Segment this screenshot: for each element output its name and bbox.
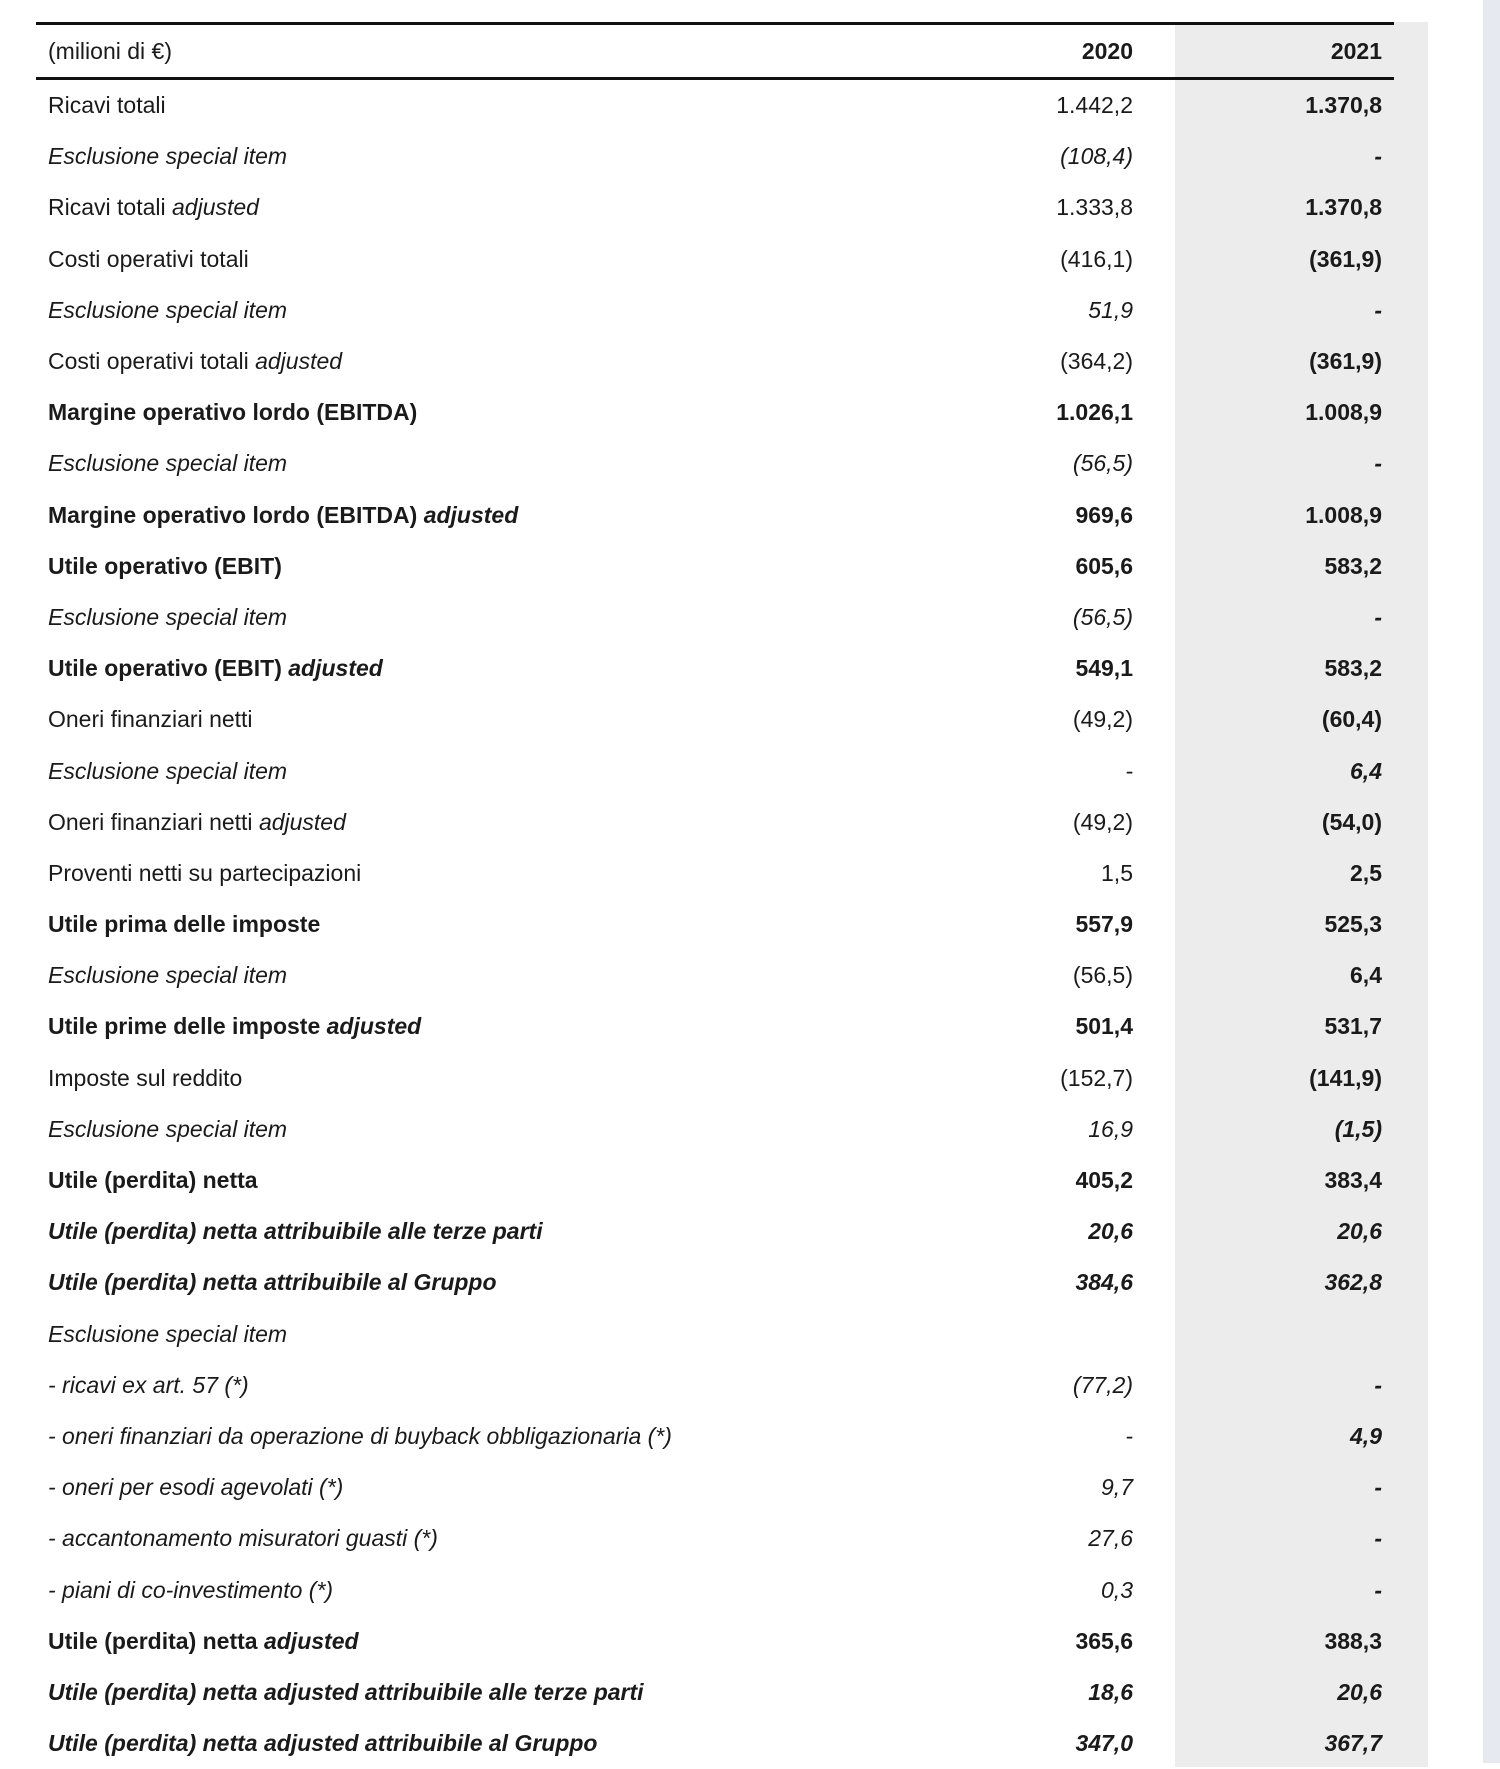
value-2020: (56,5) xyxy=(946,950,1139,1001)
value-2021: 20,6 xyxy=(1144,1206,1394,1257)
row-label xyxy=(36,1718,946,1769)
value-2021: 525,3 xyxy=(1144,899,1394,950)
row-label-text: Esclusione special item xyxy=(48,604,287,630)
row-label-text: Esclusione special item xyxy=(48,1116,287,1142)
value-2020: 51,9 xyxy=(946,285,1139,336)
row-label xyxy=(36,336,946,387)
table-row xyxy=(36,1462,1394,1513)
row-label xyxy=(36,490,946,541)
value-2021: 388,3 xyxy=(1144,1616,1394,1667)
value-2020: 405,2 xyxy=(946,1155,1139,1206)
value-2020: 605,6 xyxy=(946,541,1139,592)
row-label-text: Ricavi totali xyxy=(48,92,166,118)
table-row xyxy=(36,1718,1394,1769)
value-2021: (54,0) xyxy=(1144,797,1394,848)
row-label-text: Proventi netti su partecipazioni xyxy=(48,860,361,886)
row-label-text: Utile prime delle imposte xyxy=(48,1013,320,1039)
row-label xyxy=(36,1667,946,1718)
value-2020: 549,1 xyxy=(946,643,1139,694)
adjusted-results-table xyxy=(36,22,1394,1769)
table-row xyxy=(36,694,1394,745)
table-row xyxy=(36,336,1394,387)
row-label-text: Esclusione special item xyxy=(48,297,287,323)
row-label xyxy=(36,899,946,950)
row-label-text: Utile (perdita) netta adjusted attribuibile alle terze parti xyxy=(48,1679,644,1705)
row-label-suffix: adjusted xyxy=(172,194,259,220)
value-2021: - xyxy=(1144,1360,1394,1411)
row-label xyxy=(36,79,946,132)
value-2021: - xyxy=(1144,285,1394,336)
row-label xyxy=(36,1411,946,1462)
row-label-text: Esclusione special item xyxy=(48,450,287,476)
row-label-text: - accantonamento misuratori guasti (*) xyxy=(48,1525,438,1551)
value-2021: (1,5) xyxy=(1144,1104,1394,1155)
table-body xyxy=(36,79,1394,1769)
row-label xyxy=(36,1360,946,1411)
value-2021: 367,7 xyxy=(1144,1718,1394,1769)
row-label xyxy=(36,387,946,438)
value-2020: (49,2) xyxy=(946,694,1139,745)
value-2021: 383,4 xyxy=(1144,1155,1394,1206)
value-2021: - xyxy=(1144,1513,1394,1564)
table-row xyxy=(36,1513,1394,1564)
table-row xyxy=(36,79,1394,132)
row-label xyxy=(36,1053,946,1104)
table-row xyxy=(36,1155,1394,1206)
row-label-text: Utile (perdita) netta attribuibile alle terze parti xyxy=(48,1218,543,1244)
table-header-row xyxy=(36,24,1394,79)
row-label-text: Utile (perdita) netta attribuibile al Gruppo xyxy=(48,1269,497,1295)
row-label xyxy=(36,1616,946,1667)
value-2020: 27,6 xyxy=(946,1513,1139,1564)
row-label-suffix: adjusted xyxy=(288,655,383,681)
row-label xyxy=(36,182,946,233)
value-2020 xyxy=(946,1309,1139,1360)
value-2020: 1.442,2 xyxy=(946,79,1139,132)
row-label xyxy=(36,797,946,848)
row-label xyxy=(36,1001,946,1052)
row-label-text: Esclusione special item xyxy=(48,1321,287,1347)
row-label xyxy=(36,745,946,796)
value-2020: 20,6 xyxy=(946,1206,1139,1257)
row-label-text: Utile prima delle imposte xyxy=(48,911,320,937)
value-2021: 531,7 xyxy=(1144,1001,1394,1052)
row-label xyxy=(36,848,946,899)
value-2020: (108,4) xyxy=(946,131,1139,182)
value-2021: 20,6 xyxy=(1144,1667,1394,1718)
row-label xyxy=(36,1462,946,1513)
value-2021: - xyxy=(1144,131,1394,182)
value-2020: 365,6 xyxy=(946,1616,1139,1667)
row-label-text: Margine operativo lordo (EBITDA) xyxy=(48,399,417,425)
financial-table-container xyxy=(36,22,1394,1769)
row-label xyxy=(36,1309,946,1360)
value-2020: 969,6 xyxy=(946,490,1139,541)
row-label xyxy=(36,285,946,336)
row-label xyxy=(36,592,946,643)
table-row xyxy=(36,950,1394,1001)
row-label xyxy=(36,234,946,285)
row-label xyxy=(36,1257,946,1308)
row-label-text: Costi operativi totali xyxy=(48,246,249,272)
table-row xyxy=(36,797,1394,848)
table-row xyxy=(36,1411,1394,1462)
table-row xyxy=(36,1564,1394,1615)
value-2020: (49,2) xyxy=(946,797,1139,848)
value-2021: - xyxy=(1144,592,1394,643)
table-row xyxy=(36,182,1394,233)
row-label-text: - ricavi ex art. 57 (*) xyxy=(48,1372,249,1398)
row-label-suffix: adjusted xyxy=(424,502,519,528)
row-label xyxy=(36,1155,946,1206)
row-label-text: Utile (perdita) netta xyxy=(48,1628,258,1654)
value-2021: - xyxy=(1144,1462,1394,1513)
row-label-text: - oneri per esodi agevolati (*) xyxy=(48,1474,343,1500)
value-2021: 583,2 xyxy=(1144,643,1394,694)
table-row xyxy=(36,899,1394,950)
table-row xyxy=(36,643,1394,694)
value-2020: 557,9 xyxy=(946,899,1139,950)
row-label xyxy=(36,541,946,592)
table-row xyxy=(36,387,1394,438)
row-label-text: Utile operativo (EBIT) xyxy=(48,553,282,579)
table-row xyxy=(36,592,1394,643)
row-label-text: Utile (perdita) netta xyxy=(48,1167,258,1193)
value-2021: (141,9) xyxy=(1144,1053,1394,1104)
table-row xyxy=(36,1309,1394,1360)
table-row xyxy=(36,1053,1394,1104)
table-row xyxy=(36,745,1394,796)
table-row xyxy=(36,1360,1394,1411)
value-2021: 4,9 xyxy=(1144,1411,1394,1462)
table-row xyxy=(36,490,1394,541)
value-2020: (364,2) xyxy=(946,336,1139,387)
year-2020-header: 2020 xyxy=(946,24,1139,79)
row-label-suffix: adjusted xyxy=(327,1013,422,1039)
value-2021: - xyxy=(1144,1564,1394,1615)
row-label-text: Ricavi totali xyxy=(48,194,166,220)
row-label xyxy=(36,438,946,489)
row-label-text: Costi operativi totali xyxy=(48,348,249,374)
row-label xyxy=(36,643,946,694)
value-2021 xyxy=(1144,1309,1394,1360)
row-label xyxy=(36,1104,946,1155)
table-row xyxy=(36,438,1394,489)
value-2021: 362,8 xyxy=(1144,1257,1394,1308)
table-row xyxy=(36,1206,1394,1257)
row-label-text: Esclusione special item xyxy=(48,143,287,169)
value-2020: 16,9 xyxy=(946,1104,1139,1155)
row-label-text: Esclusione special item xyxy=(48,962,287,988)
row-label-text: Oneri finanziari netti xyxy=(48,706,253,732)
row-label-suffix: adjusted xyxy=(255,348,342,374)
row-label-suffix: adjusted xyxy=(264,1628,359,1654)
table-row xyxy=(36,541,1394,592)
value-2020: (56,5) xyxy=(946,592,1139,643)
row-label-text: Utile (perdita) netta adjusted attribuibile al Gruppo xyxy=(48,1730,597,1756)
value-2021: 6,4 xyxy=(1144,745,1394,796)
value-2020: 18,6 xyxy=(946,1667,1139,1718)
row-label xyxy=(36,950,946,1001)
table-row xyxy=(36,1667,1394,1718)
value-2020: - xyxy=(946,745,1139,796)
row-label-text: Margine operativo lordo (EBITDA) xyxy=(48,502,417,528)
value-2021: 2,5 xyxy=(1144,848,1394,899)
table-row xyxy=(36,1616,1394,1667)
row-label xyxy=(36,1564,946,1615)
value-2020: (56,5) xyxy=(946,438,1139,489)
right-scrollbar-area xyxy=(1483,0,1500,1763)
row-label xyxy=(36,694,946,745)
year-2021-header: 2021 xyxy=(1144,24,1394,79)
value-2021: 583,2 xyxy=(1144,541,1394,592)
value-2020: 9,7 xyxy=(946,1462,1139,1513)
row-label-text: - piani di co-investimento (*) xyxy=(48,1577,333,1603)
table-row xyxy=(36,848,1394,899)
value-2020: 501,4 xyxy=(946,1001,1139,1052)
row-label xyxy=(36,131,946,182)
value-2020: 384,6 xyxy=(946,1257,1139,1308)
value-2021: (361,9) xyxy=(1144,336,1394,387)
table-row xyxy=(36,131,1394,182)
row-label xyxy=(36,1206,946,1257)
row-label xyxy=(36,1513,946,1564)
table-row xyxy=(36,1257,1394,1308)
value-2020: (77,2) xyxy=(946,1360,1139,1411)
value-2020: (416,1) xyxy=(946,234,1139,285)
value-2021: 1.370,8 xyxy=(1144,79,1394,132)
value-2020: - xyxy=(946,1411,1139,1462)
value-2021: (361,9) xyxy=(1144,234,1394,285)
row-label-text: Imposte sul reddito xyxy=(48,1065,242,1091)
table-row xyxy=(36,1104,1394,1155)
table-row xyxy=(36,1001,1394,1052)
row-label-text: Utile operativo (EBIT) xyxy=(48,655,282,681)
row-label-text: Oneri finanziari netti xyxy=(48,809,253,835)
table-row xyxy=(36,285,1394,336)
value-2021: 1.008,9 xyxy=(1144,387,1394,438)
row-label-suffix: adjusted xyxy=(259,809,346,835)
value-2020: 1.333,8 xyxy=(946,182,1139,233)
value-2020: 0,3 xyxy=(946,1564,1139,1615)
row-label-text: Esclusione special item xyxy=(48,758,287,784)
value-2020: (152,7) xyxy=(946,1053,1139,1104)
value-2020: 1.026,1 xyxy=(946,387,1139,438)
value-2021: (60,4) xyxy=(1144,694,1394,745)
value-2021: - xyxy=(1144,438,1394,489)
row-label-text: - oneri finanziari da operazione di buyback obbligazionaria (*) xyxy=(48,1423,672,1449)
value-2021: 1.008,9 xyxy=(1144,490,1394,541)
value-2021: 1.370,8 xyxy=(1144,182,1394,233)
unit-header: (milioni di €) xyxy=(36,24,946,79)
value-2020: 1,5 xyxy=(946,848,1139,899)
table-row xyxy=(36,234,1394,285)
value-2020: 347,0 xyxy=(946,1718,1139,1769)
value-2021: 6,4 xyxy=(1144,950,1394,1001)
